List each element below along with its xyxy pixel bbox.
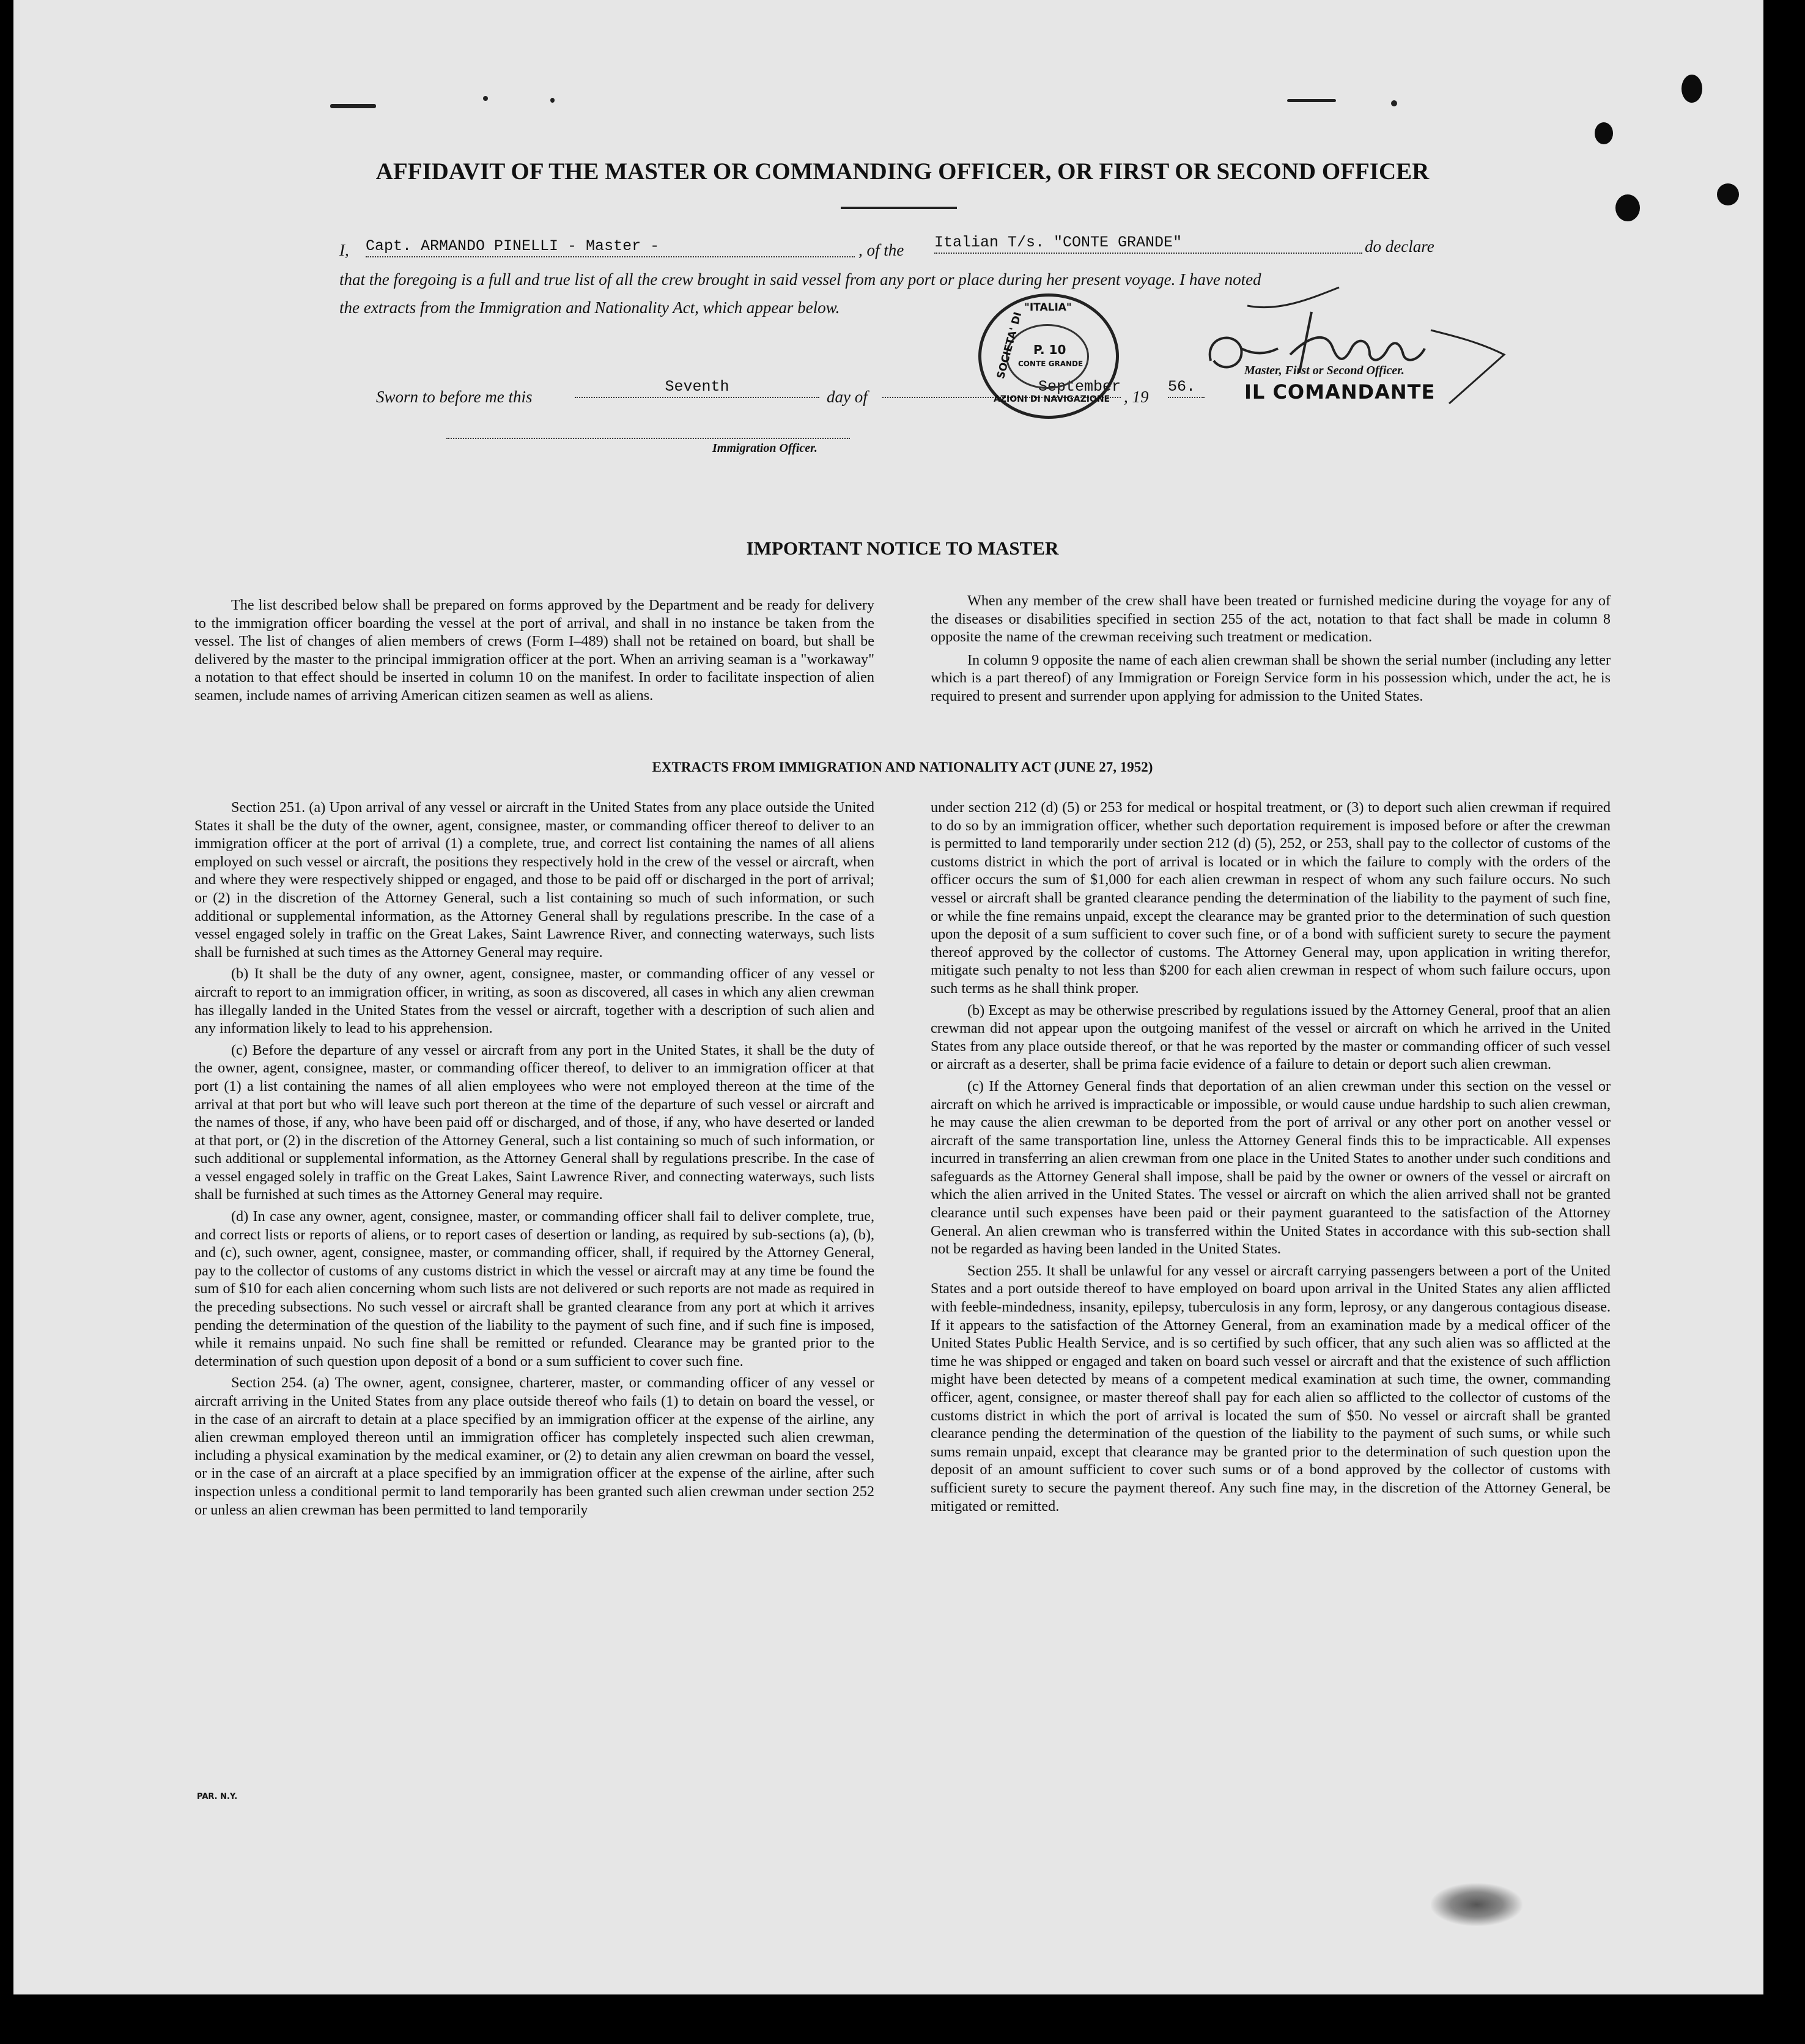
ink-smudge <box>1431 1883 1523 1926</box>
section-254-a-continued: under section 212 (d) (5) or 253 for medical or hospital treatment, or (3) to deport such alien crewman if required to do so by an immigration officer, whether such deportation requirement is imposed before or after the crewman is permitted to land temporarily under section 212 (d) (5), 252, or 253, shall pay to the collector of customs of the customs district in which the port of arrival is located or in which the failure to comply with the orders of the officer occurs the sum of $1,000 for each alien crewman in respect of whom any such failure occurs. No such vessel or aircraft shall be granted clearance pending the determination of the liability to the payment of such fine, or while the fine remains unpaid, except the clearance may be granted prior to the determination of such question upon the deposit of a sum sufficient to cover such fine, or of a bond with sufficient surety to secure the payment thereof approved by the collector of customs. The Attorney General may, upon application in writing therefor, mitigate such penalty to not less than $200 for each alien crewman in respect of whom such failure occurs, upon such terms as he shall think proper. <box>931 799 1611 997</box>
of-the-label: , of the <box>858 241 904 259</box>
speck <box>550 98 555 103</box>
affidavit-title: AFFIDAVIT OF THE MASTER OR COMMANDING OFFICER, OR FIRST OR SECOND OFFICER <box>375 158 1430 185</box>
master-name: Capt. ARMANDO PINELLI - Master - <box>366 237 855 257</box>
sworn-label: Sworn to before me this <box>376 388 533 406</box>
day-of-label: day of <box>827 388 868 406</box>
declarant-prefix: I, <box>339 241 349 259</box>
speck <box>483 96 488 101</box>
immigration-officer-label: Immigration Officer. <box>712 441 818 455</box>
section-255: Section 255. It shall be unlawful for any vessel or aircraft carrying passengers between a port of the United States and a port outside thereof to have employed on board upon arrival in the United States any alien afflicted with feeble-mindedness, insanity, epilepsy, tuberculosis in any form, leprosy, or any dangerous contagious disease. If it appears to the satisfaction of the Attorney General, from an examination made by a medical officer of the United States Public Health Service, and is so certified by such officer, that any such alien was so afflicted at the time he was shipped or engaged and taken on board such vessel or aircraft and that the existence of such affliction might have been detected by means of a competent medical examination at such time, the owner, commanding officer, agent, consignee, or master thereof shall pay for each alien so afflicted to the collector of customs of the customs district in which the port of arrival is located the sum of $50. No vessel or aircraft shall be granted clearance pending the determination of the question of the liability to the payment of such sums, or while such sums remain unpaid, except that clearance may be granted prior to the determination of such question upon the deposit of an amount sufficient to cover such sums or of a bond approved by the collector of customs with sufficient surety to secure the payment thereof. Any such fine may, in the discretion of the Attorney General, be mitigated or remitted. <box>931 1262 1611 1515</box>
ship-seal-stamp <box>978 293 1119 419</box>
section-254-a: Section 254. (a) The owner, agent, consignee, charterer, master, or commanding officer of any vessel or aircraft arriving in the United States from any place outside thereof who fails (1) to detain on board the vessel, or in the case of an aircraft to detain at a place specified by an immigration officer at the expense of the airline, any alien crewman employed thereon until an immigration officer has completely inspected such alien crewman, including a physical examination by the medical examiner, or (2) to detain any alien crewman on board the vessel, or in the case of an aircraft at a place specified by an immigration officer at the expense of the airline, after such inspection unless a conditional permit to land temporarily has been granted such alien crewman under section 252 or unless an alien crewman has been permitted to land temporarily <box>194 1374 874 1518</box>
extracts-title: EXTRACTS FROM IMMIGRATION AND NATIONALITY ACT (JUNE 27, 1952) <box>652 759 1153 775</box>
notice-left-column <box>194 596 874 705</box>
speck <box>1391 100 1397 106</box>
extracts-right-column <box>931 799 1611 1515</box>
section-251-d: (d) In case any owner, agent, consignee, master, or commanding officer shall fail to deliver complete, true, and correct lists or reports of aliens, or to report cases of desertion or landing, as required by sub-sections (a), (b), and (c), such owner, agent, consignee, master, or commanding officer, shall, if required by the Attorney General, pay to the collector of customs of any customs district in which the vessel or aircraft may at any time be found the sum of $10 for each alien concerning whom such lists are not delivered or such reports are not made as required in the preceding subsections. No such vessel or aircraft shall be granted clearance from any port at which it arrives pending the determination of the question of the liability to the payment of such fine, and if such fine is imposed, while it remains unpaid. No such fine shall be remitted or refunded. Clearance may be granted prior to the determination of such question upon deposit of a bond or a sum sufficient to cover such fine. <box>194 1208 874 1370</box>
year-prefix: , 19 <box>1124 388 1149 406</box>
sworn-year: 56. <box>1168 378 1205 398</box>
notice-right-column <box>931 592 1611 706</box>
speck <box>330 104 376 108</box>
declaration-line: that the foregoing is a full and true list of all the crew brought in said vessel from any port or place during her present voyage. I have noted <box>339 270 1261 289</box>
officer-signature-line <box>446 438 850 439</box>
title-divider <box>841 207 957 209</box>
sworn-month: September <box>882 378 1121 398</box>
notice-paragraph: When any member of the crew shall have been treated or furnished medicine during the voyage for any of the diseases or disabilities specified in section 255 of the act, notation to that fact shall be made in column 8 opposite the name of the crewman receiving such treatment or medication. <box>931 592 1611 646</box>
seal-top-text: "ITALIA" <box>1024 301 1072 314</box>
speck <box>1287 99 1336 102</box>
punch-hole <box>1717 183 1739 205</box>
punch-hole <box>1615 194 1640 221</box>
seal-bottom-text: AZIONI DI NAVIGAZIONE <box>994 394 1110 404</box>
section-251-c: (c) Before the departure of any vessel or aircraft from any port in the United States, it shall be the duty of the owner, agent, consignee, master, or commanding officer thereof, to deliver to an immigration officer at that port (1) a list containing the names of all alien employees who were not employed thereon at the time of the arrival at that port but who will leave such port thereon at the time of the departure of such vessel or aircraft and the names of those, if any, who have been paid off or discharged, and of those, if any, who have deserted or landed at that port, or (2) in the discretion of the Attorney General, such a list containing so much of such information, or such additional or supplemental information, as the Attorney General shall by regulations prescribe. In the case of a vessel engaged solely in traffic on the Great Lakes, Saint Lawrence River, and connecting waterways, such lists shall be furnished at such times as the Attorney General may require. <box>194 1041 874 1203</box>
do-declare-label: do declare <box>1365 237 1434 256</box>
master-label: Master, First or Second Officer. <box>1244 364 1405 377</box>
notice-paragraph: In column 9 opposite the name of each alien crewman shall be shown the serial number (including any letter which is a part thereof) of any Immigration or Foreign Service form in his possession which, under the act, he is required to present and surrender upon applying for admission to the United States. <box>931 651 1611 704</box>
notice-paragraph: The list described below shall be prepared on forms approved by the Department and be ready for delivery to the immigration officer boarding the vessel at the port of arrival, and shall in no instance be taken from the vessel. The list of changes of alien members of crews (Form I–489) shall not be retained on board, but shall be delivered by the master to the principal immigration officer at the port. When an arriving seaman is a "workaway" a notation to that effect should be inserted in column 10 on the manifest. In order to facilitate inspection of alien seamen, include names of arriving American citizen seamen as well as aliens. <box>194 597 874 704</box>
notice-title: IMPORTANT NOTICE TO MASTER <box>746 537 1059 559</box>
printer-mark: PAR. N.Y. <box>197 1792 238 1801</box>
punch-hole <box>1595 122 1613 144</box>
punch-hole <box>1681 75 1702 103</box>
seal-center-text: P. 10 <box>1033 342 1066 357</box>
section-251-b: (b) It shall be the duty of any owner, agent, consignee, master, or commanding officer of any vessel or aircraft to report to an immigration officer, in writing, as soon as discovered, all cases in which any alien crewman has illegally landed in the United States from the vessel or aircraft, together with a description of such alien and any information likely to lead to his apprehension. <box>194 965 874 1037</box>
extracts-left-column <box>194 799 874 1519</box>
sworn-day: Seventh <box>575 378 819 398</box>
seal-left-text: SOCIETA' DI <box>994 311 1025 380</box>
section-254-c: (c) If the Attorney General finds that deportation of an alien crewman under this section on the vessel or aircraft on which he arrived is impracticable or impossible, or would cause undue hardship to such alien crewman, he may cause the alien crewman to be deported from the port of arrival or any other port on another vessel or aircraft of the same transportation line, unless the Attorney General finds this to be impracticable. All expenses incurred in transferring an alien crewman from one place in the United States to another under such conditions and safeguards as the Attorney General shall impose, shall be paid by the owner or owners of the vessel or aircraft on which the alien arrived in the United States. The vessel or aircraft on which the alien arrived shall not be granted clearance until such expenses have been paid or their payment guaranteed to the satisfaction of the Attorney General. An alien crewman who is transferred within the United States in accordance with this sub-section shall not be regarded as having been landed in the United States. <box>931 1077 1611 1258</box>
seal-center-text-2: CONTE GRANDE <box>1018 360 1083 368</box>
vessel-name: Italian T/s. "CONTE GRANDE" <box>934 234 1362 254</box>
section-254-b: (b) Except as may be otherwise prescribed by regulations issued by the Attorney General, proof that an alien crewman did not appear upon the outgoing manifest of the vessel or aircraft on which he arrived in the United States from any place outside thereof, or that he was reported by the master or commanding officer of such vessel or aircraft as a deserter, shall be prima facie evidence of a failure to detain or deport such alien crewman. <box>931 1002 1611 1073</box>
section-251-a: Section 251. (a) Upon arrival of any vessel or aircraft in the United States from any place outside the United States it shall be the duty of the owner, agent, consignee, master, or commanding officer thereof to deliver to an immigration officer at the port of arrival (1) a complete, true, and correct list containing the names of all aliens employed on such vessel or aircraft, the positions they respectively hold in the crew of the vessel or aircraft, when and where they were respectively shipped or engaged, and those to be paid off or discharged in the port of arrival; or (2) in the discretion of the Attorney General, such a list containing so much of such information, or such additional or supplemental information, as the Attorney General shall by regulations prescribe. In the case of a vessel engaged solely in traffic on the Great Lakes, Saint Lawrence River, and connecting waterways, such lists shall be furnished at such times as the Attorney General may require. <box>194 799 874 961</box>
declaration-line-2: the extracts from the Immigration and Nationality Act, which appear below. <box>339 298 840 317</box>
comandante-stamp: IL COMANDANTE <box>1244 380 1436 404</box>
